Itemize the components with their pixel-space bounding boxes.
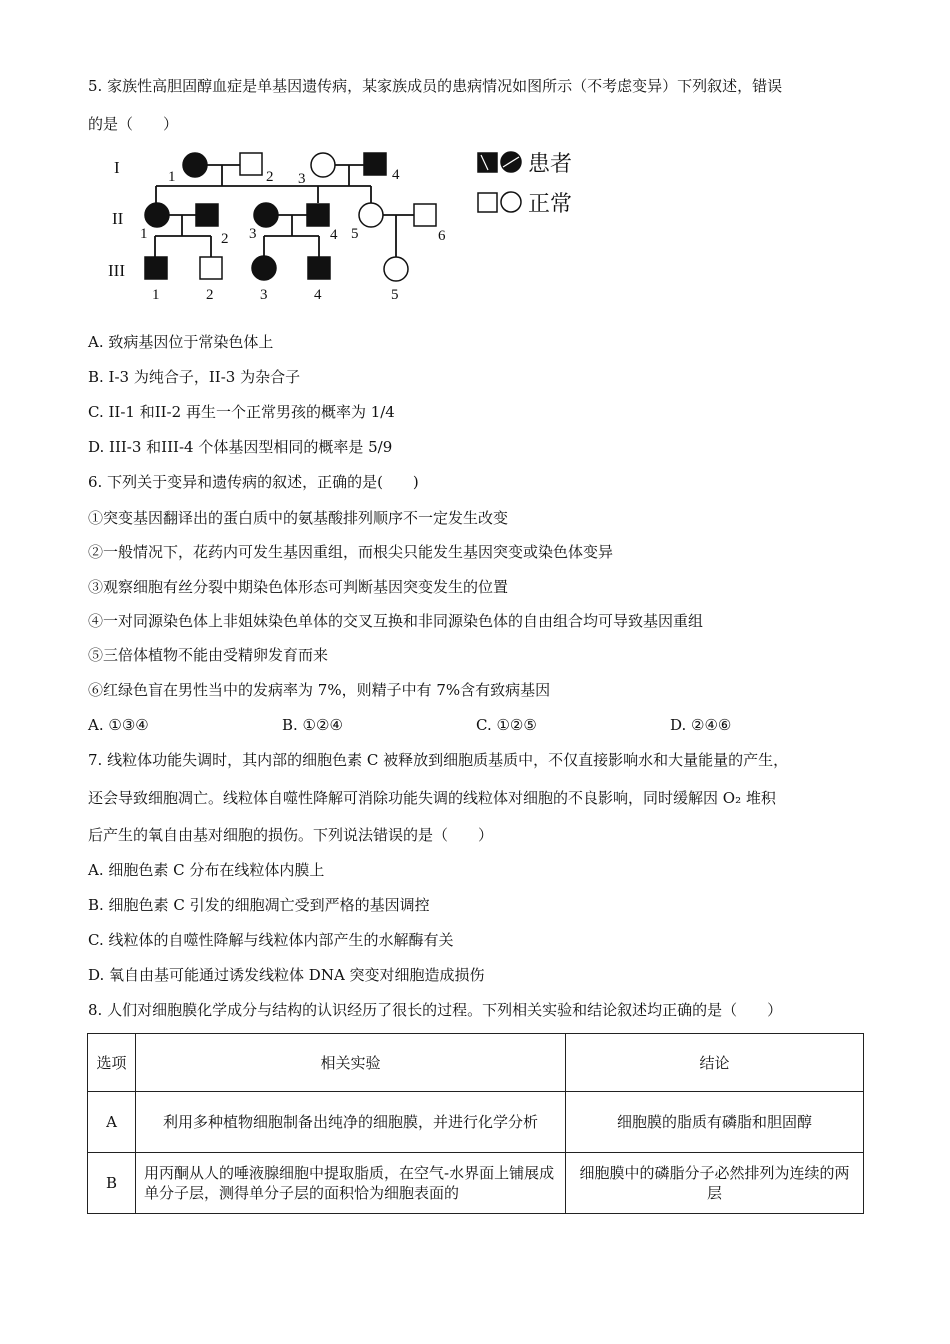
table-header-row: [88, 1034, 864, 1092]
q6-option-c: C. ①②⑤: [476, 716, 537, 734]
individual-III-4: [308, 257, 330, 279]
label-I-1: 1: [168, 169, 176, 185]
q6-option-a: A. ①③④: [88, 716, 149, 734]
row-a-conclusion: 细胞膜的脂质有磷脂和胆固醇: [566, 1092, 864, 1153]
individual-II-6: [414, 204, 436, 226]
individual-I-2: [240, 153, 262, 175]
individual-I-1: [183, 153, 207, 177]
q7-option-a: A. 细胞色素 C 分布在线粒体内膜上: [88, 861, 325, 879]
pedigree-figure: [100, 140, 600, 310]
q7-stem-line2: 还会导致细胞凋亡。线粒体自噬性降解可消除功能失调的线粒体对细胞的不良影响，同时缓解因 O₂ 堆积: [88, 789, 776, 807]
q7-option-c: C. 线粒体的自噬性降解与线粒体内部产生的水解酶有关: [88, 931, 454, 949]
q5-stem-line1: 5. 家族性高胆固醇血症是单基因遗传病，某家族成员的患病情况如图所示（不考虑变异）下列叙述，错误: [88, 77, 783, 95]
label-II-6: 6: [438, 228, 446, 244]
q7-stem-line1: 7. 线粒体功能失调时，其内部的细胞色素 C 被释放到细胞质基质中，不仅直接影响水和大量能量的产生，: [88, 751, 789, 769]
q5-option-b: B. I-3 为纯合子，II-3 为杂合子: [88, 368, 301, 386]
individual-II-2: [196, 204, 218, 226]
label-II-4: 4: [330, 227, 338, 243]
q8-table: [87, 1033, 864, 1214]
q6-statement-1: ①突变基因翻译出的蛋白质中的氨基酸排列顺序不一定发生改变: [88, 509, 509, 527]
individual-III-2: [200, 257, 222, 279]
generation-label-III: III: [108, 261, 125, 280]
individual-I-3: [311, 153, 335, 177]
legend: [478, 152, 572, 217]
q5-option-c: C. II-1 和II-2 再生一个正常男孩的概率为 1/4: [88, 403, 395, 421]
q6-statement-5: ⑤三倍体植物不能由受精卵发育而来: [88, 646, 329, 664]
q6-statement-2: ②一般情况下，花药内可发生基因重组，而根尖只能发生基因突变或染色体变异: [88, 543, 614, 561]
individual-III-3: [252, 256, 276, 280]
q6-option-b: B. ①②④: [282, 716, 343, 734]
row-b-conclusion: 细胞膜中的磷脂分子必然排列为连续的两层: [566, 1153, 864, 1214]
legend-normal-label: 正常: [528, 192, 573, 217]
q5-option-d: D. III-3 和III-4 个体基因型相同的概率是 5/9: [88, 438, 393, 456]
q6-statement-6: ⑥红绿色盲在男性当中的发病率为 7%，则精子中有 7%含有致病基因: [88, 681, 551, 699]
q5-option-a: A. 致病基因位于常染色体上: [88, 333, 274, 351]
label-III-3: 3: [260, 287, 268, 303]
q6-stem: 6. 下列关于变异和遗传病的叙述，正确的是( ): [88, 473, 419, 491]
q7-option-b: B. 细胞色素 C 引发的细胞凋亡受到严格的基因调控: [88, 896, 430, 914]
generation-label-I: I: [114, 158, 120, 177]
row-b-experiment: 用丙酮从人的唾液腺细胞中提取脂质，在空气-水界面上铺展成单分子层，测得单分子层的面积恰为细胞表面的: [136, 1153, 566, 1214]
label-III-1: 1: [152, 287, 160, 303]
individual-II-1: [145, 203, 169, 227]
individual-III-1: [145, 257, 167, 279]
q7-option-d: D. 氧自由基可能通过诱发线粒体 DNA 突变对细胞造成损伤: [88, 966, 485, 984]
q6-statement-4: ④一对同源染色体上非姐妹染色单体的交叉互换和非同源染色体的自由组合均可导致基因重组: [88, 612, 704, 630]
q8-stem: 8. 人们对细胞膜化学成分与结构的认识经历了很长的过程。下列相关实验和结论叙述均正确的是（ ）: [88, 1001, 783, 1019]
header-option: 选项: [88, 1034, 136, 1092]
individual-II-5: [359, 203, 383, 227]
label-II-3: 3: [249, 226, 257, 242]
individual-II-4: [307, 204, 329, 226]
label-III-4: 4: [314, 287, 322, 303]
individual-I-4: [364, 153, 386, 175]
header-experiment: 相关实验: [136, 1034, 566, 1092]
label-II-2: 2: [221, 231, 229, 247]
generation-label-II: II: [112, 209, 124, 228]
label-II-1: 1: [140, 226, 148, 242]
table-row: [88, 1092, 864, 1153]
label-I-3: 3: [298, 171, 306, 187]
individual-III-5: [384, 257, 408, 281]
label-I-4: 4: [392, 167, 400, 183]
label-III-5: 5: [391, 287, 399, 303]
legend-affected-label: 患者: [528, 152, 573, 177]
row-b-option: B: [88, 1153, 136, 1214]
individual-II-3: [254, 203, 278, 227]
row-a-option: A: [88, 1092, 136, 1153]
q5-stem-line2: 的是（ ）: [88, 115, 179, 133]
q6-statement-3: ③观察细胞有丝分裂中期染色体形态可判断基因突变发生的位置: [88, 578, 509, 596]
row-a-experiment: 利用多种植物细胞制备出纯净的细胞膜，并进行化学分析: [136, 1092, 566, 1153]
q7-stem-line3: 后产生的氧自由基对细胞的损伤。下列说法错误的是（ ）: [88, 826, 494, 844]
header-conclusion: 结论: [566, 1034, 864, 1092]
label-I-2: 2: [266, 169, 274, 185]
label-II-5: 5: [351, 226, 359, 242]
q6-option-d: D. ②④⑥: [670, 716, 732, 734]
label-III-2: 2: [206, 287, 214, 303]
table-row: [88, 1153, 864, 1214]
